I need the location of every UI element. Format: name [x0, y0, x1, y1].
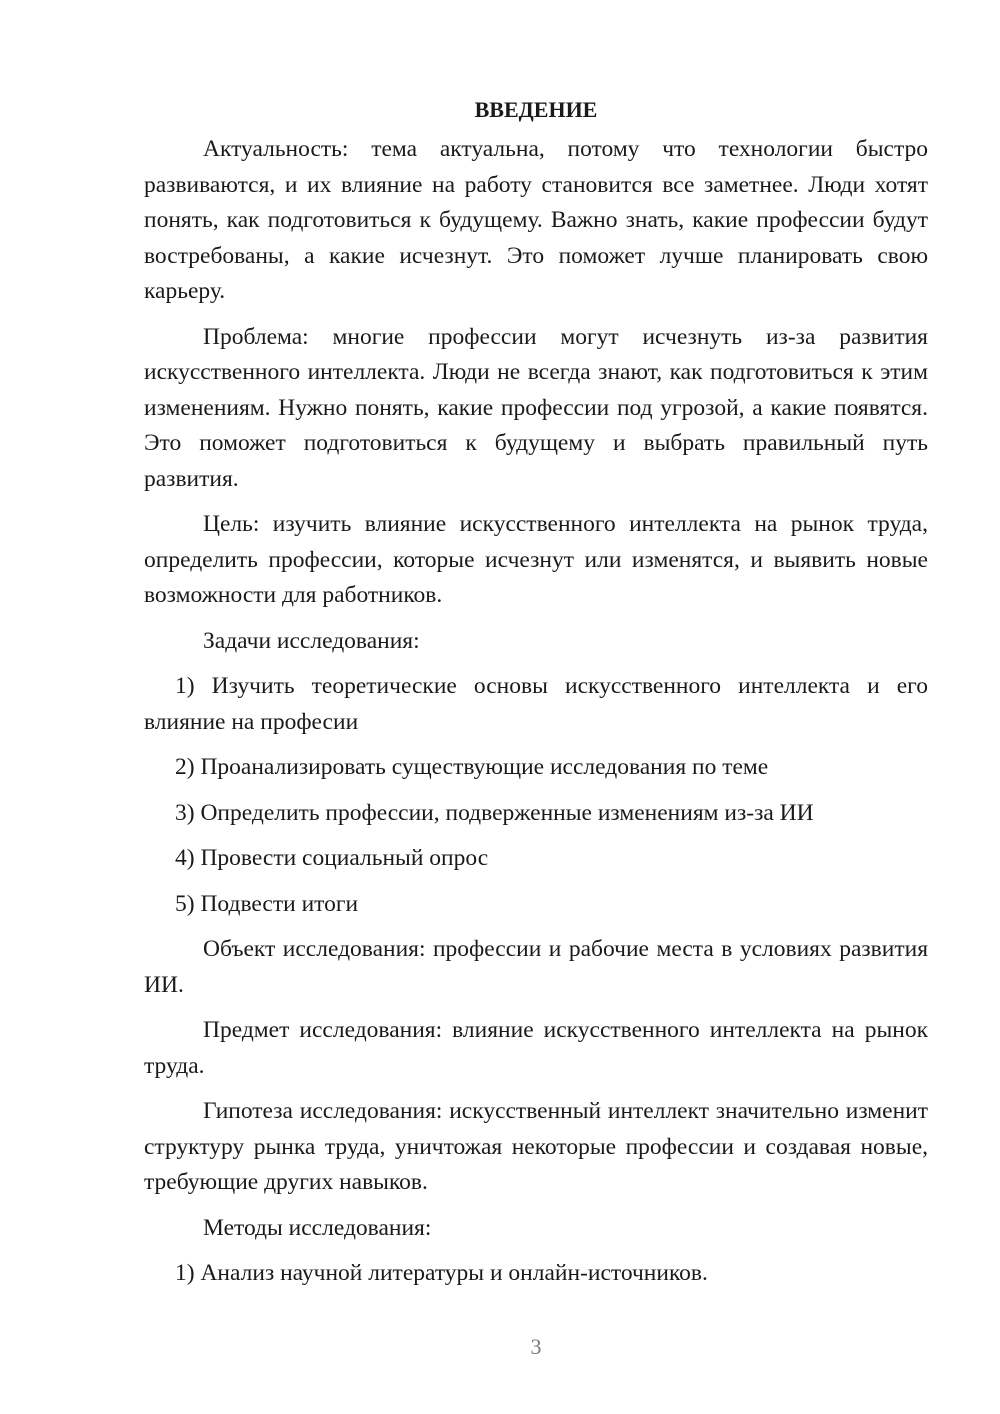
- method-item: 1) Анализ научной литературы и онлайн-источников.: [175, 1260, 708, 1286]
- task-item: 4) Провести социальный опрос: [175, 845, 489, 871]
- tasks-heading: Задачи исследования:: [203, 627, 420, 654]
- task-item: 2) Проанализировать существующие исследования по теме: [175, 754, 769, 780]
- goal-paragraph: Цель: изучить влияние искусственного интеллекта на рынок труда, определить профессии, которые исчезнут или изменятся, и выявить новые возможности для работников.: [144, 511, 928, 608]
- methods-heading: Методы исследования:: [203, 1214, 432, 1241]
- relevance-paragraph: Актуальность: тема актуальна, потому что технологии быстро развиваются, и их влияние на работу становится все заметнее. Люди хотят понять, как подготовиться к будущему. Важно знать, какие профессии будут востребованы, а какие исчезнут. Это поможет лучше планировать свою карьеру.: [144, 136, 928, 304]
- object-paragraph: Объект исследования: профессии и рабочие места в условиях развития ИИ.: [144, 936, 928, 998]
- hypothesis-paragraph: Гипотеза исследования: искусственный интеллект значительно изменит структуру рынка труда, уничтожая некоторые профессии и создавая новые, требующие других навыков.: [144, 1098, 928, 1195]
- subject-paragraph: Предмет исследования: влияние искусственного интеллекта на рынок труда.: [144, 1017, 928, 1079]
- task-item: 1) Изучить теоретические основы искусственного интеллекта и его влияние на професии: [144, 673, 928, 735]
- page-number: 3: [530, 1334, 542, 1359]
- task-item: 5) Подвести итоги: [175, 890, 359, 917]
- page-content: [144, 92, 928, 1302]
- section-title: ВВЕДЕНИЕ: [474, 97, 598, 122]
- problem-paragraph: Проблема: многие профессии могут исчезнуть из-за развития искусственного интеллекта. Люди не всегда знают, как подготовиться к этим изменениям. Нужно понять, какие профессии под угрозой, а какие появятся. Это поможет подготовиться к будущему и выбрать правильный путь развития.: [144, 323, 928, 492]
- task-item: 3) Определить профессии, подверженные изменениям из-за ИИ: [175, 799, 814, 826]
